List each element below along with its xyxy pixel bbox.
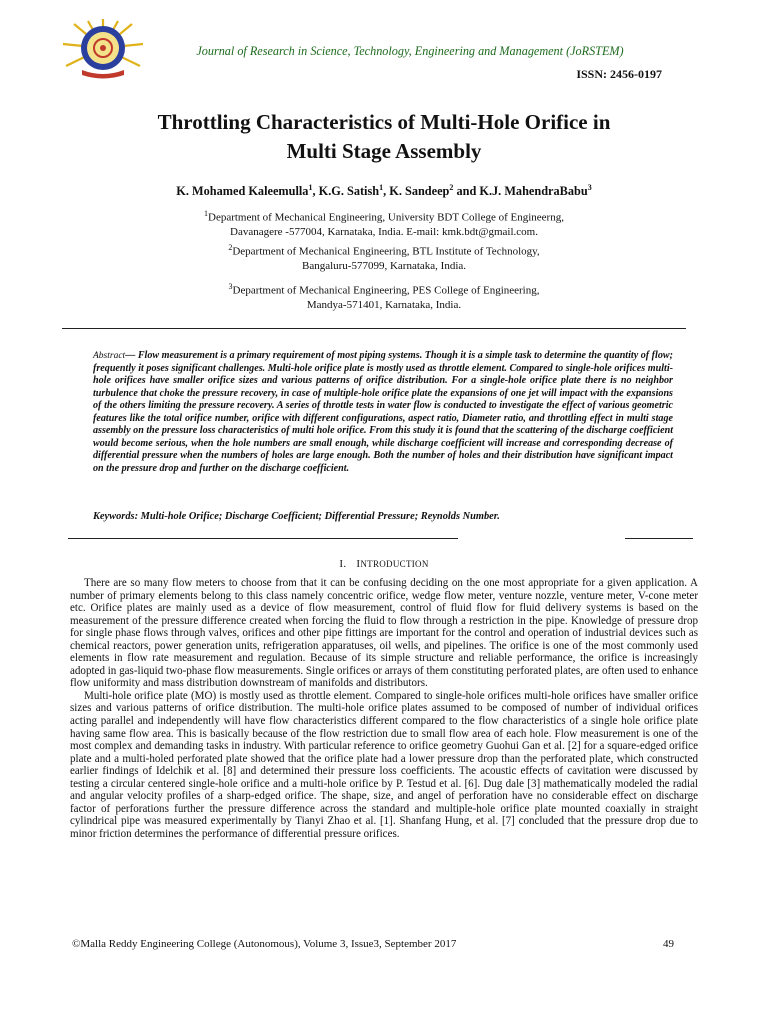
bottom-divider-right	[625, 538, 693, 539]
paper-title-line2: Multi Stage Assembly	[286, 139, 482, 163]
abstract-text: Flow measurement is a primary requirement of most piping systems. Though it is a simple task to determine the quantity of flow; frequently it poses significant challenges. Multi-hole orifice plate is mostly used as throttle element. Compared to single-hole orifices multi-hole orifices have smaller orifice sizes and various patterns of orifice distribution. For a single-hole orifice plate there is no neighbor turbulence that choke the pressure recovery, in case of multiple-hole orifice plate the expansions of one jet will impact with the expansions of the others limiting the pressure recovery. A series of throttle tests in water flow is conducted to investigate the effect of various geometric features like the total orifice number, orifice with different configurations, aspect ratio, Diameter ratio, and throttling effect in multi stage assembly on the pressure loss characteristics of multi hole orifice. From this study it is found that the scattering of the discharge coefficient would become serious, when the hole numbers are small enough, while discharge coefficient will increase and corresponding decrease of differential pressure when the numbers of holes are large enough. Both the number of holes and their distribution have significant impact on the pressure drop and further on the discharge coefficient.	[93, 350, 673, 474]
affiliation-mark: 1	[204, 209, 208, 218]
keywords	[93, 511, 673, 522]
affiliation-line: Department of Mechanical Engineering, BTL Institute of Technology,	[232, 245, 540, 258]
author-affiliation-mark: 1	[379, 183, 384, 192]
affiliation-line: Department of Mechanical Engineering, PES College of Engineering,	[232, 284, 540, 297]
author-name: K.J. MahendraBabu	[479, 184, 588, 199]
affiliation-mark: 2	[228, 243, 233, 252]
section-heading	[0, 558, 768, 570]
author-name: K. Sandeep	[389, 184, 450, 199]
affiliation-1	[120, 207, 648, 239]
bottom-divider-left	[68, 538, 458, 539]
paper-title	[80, 108, 688, 166]
body-paragraph: Multi-hole orifice plate (MO) is mostly used as throttle element. Compared to single-hole orifices multi-hole orifices have smaller orifice sizes and various patterns of orifice distribution. The multi-hole orifice plates assumed to be composed of number of individual orifices acting parallel and independently will have flow characteristics different compared to the flow characteristics of a single hole orifice plate having same flow area. This is basically because of the flow restriction due to small flow area of each hole. Flow measurement is one of the most complex and demanding tasks in industry. With particular reference to orifice geometry Guohui Gan et al. [2] for a square-edged orifice plate and a multi-holed perforated plate showed that the orifice plate had a lower pressure drop than the perforated plate, which constructed earlier findings of Idelchik et al. [8] and determined their pressure loss coefficients. The acoustic effects of cavitation were discussed by testing a circular centered single-hole orifice and a multi-hole orifice by P. Testud et al. [6]. Dug dale [3] mathematically modeled the radial and angular velocity profiles of a sharp-edged orifice. The shape, size, and angel of perforation have no considerable effect on discharge factor of perforations further the pressure difference across the standard and multiple-hole orifice plate mounted coaxially in straight cylindrical pipe was measured experimentally by Tianyi Zhao et al. [1]. Shanfang Hung, et al. [7] concluded that the pressure drop due to minor friction determines the performance of differential pressure orifices.	[70, 689, 698, 840]
affiliation-3	[120, 280, 648, 312]
affiliation-2	[120, 241, 648, 273]
section-number: I.	[339, 558, 347, 570]
paper-title-line1: Throttling Characteristics of Multi-Hole Orifice in	[157, 110, 611, 134]
journal-title: Journal of Research in Science, Technology, Engineering and Management (JoRSTEM)	[196, 44, 624, 58]
author-list	[80, 183, 688, 199]
abstract-dash: —	[125, 350, 138, 361]
abstract-label: Abstract	[93, 351, 126, 361]
body-paragraph: There are so many flow meters to choose from that it can be confusing deciding on the one most appropriate for a given application. A number of primary elements belong to this class namely concentric orifice, wedge flow meter, venture nozzle, venture meter, V-cone meter etc. Orifice plates are mainly used as a device of flow measurement, control of fluid flow for fluid delivery systems is based on the measurement of the pressure difference created when forcing the fluid to flow through a restriction in the pipe. Knowledge of pressure drop for single phase flows through valves, orifices and other pipe fittings are important for the control and operation of industrial devices such as chemical reactors, power generation units, refrigeration apparatuses, oil wells, and pipelines. The orifice is one of the most commonly used elements in flow rate measurement and regulation. Because of its simple structure and reliable performance, the orifice is increasingly adopted in gas-liquid two-phase flow measurements. Single orifices or arrays of them constituting perforated plates, are often used to enhance flow uniformity and mass distribution downstream of manifolds and distributors.	[70, 577, 698, 690]
page-number: 49	[663, 938, 674, 950]
issn: ISSN: 2456-0197	[576, 67, 662, 81]
keywords-label: Keywords	[93, 511, 135, 522]
affiliation-mark: 3	[228, 282, 233, 291]
section-title: INTRODUCTION	[356, 558, 429, 570]
journal-logo-icon	[60, 18, 146, 80]
author-separator: and	[453, 184, 480, 199]
keywords-text: : Multi-hole Orifice; Discharge Coefficient; Differential Pressure; Reynolds Number.	[134, 511, 500, 522]
footer-copyright: ©Malla Reddy Engineering College (Autonomous), Volume 3, Issue3, September 2017	[72, 938, 457, 950]
affiliation-line: Department of Mechanical Engineering, University BDT College of Engineerng,	[208, 211, 564, 224]
author-affiliation-mark: 3	[587, 183, 592, 192]
body-text	[70, 577, 698, 840]
author-separator: ,	[383, 184, 390, 199]
author-affiliation-mark: 1	[308, 183, 313, 192]
affiliation-line: Bangaluru-577099, Karnataka, India.	[301, 259, 467, 272]
affiliation-line: Davanagere -577004, Karnataka, India. E-mail: kmk.bdt@gmail.com.	[230, 225, 538, 238]
affiliation-line: Mandya-571401, Karnataka, India.	[306, 298, 462, 311]
abstract	[93, 350, 673, 475]
author-name: K.G. Satish	[318, 184, 380, 199]
author-affiliation-mark: 2	[449, 183, 454, 192]
top-divider	[62, 328, 686, 329]
author-name: K. Mohamed Kaleemulla	[176, 184, 309, 199]
author-separator: ,	[312, 184, 319, 199]
